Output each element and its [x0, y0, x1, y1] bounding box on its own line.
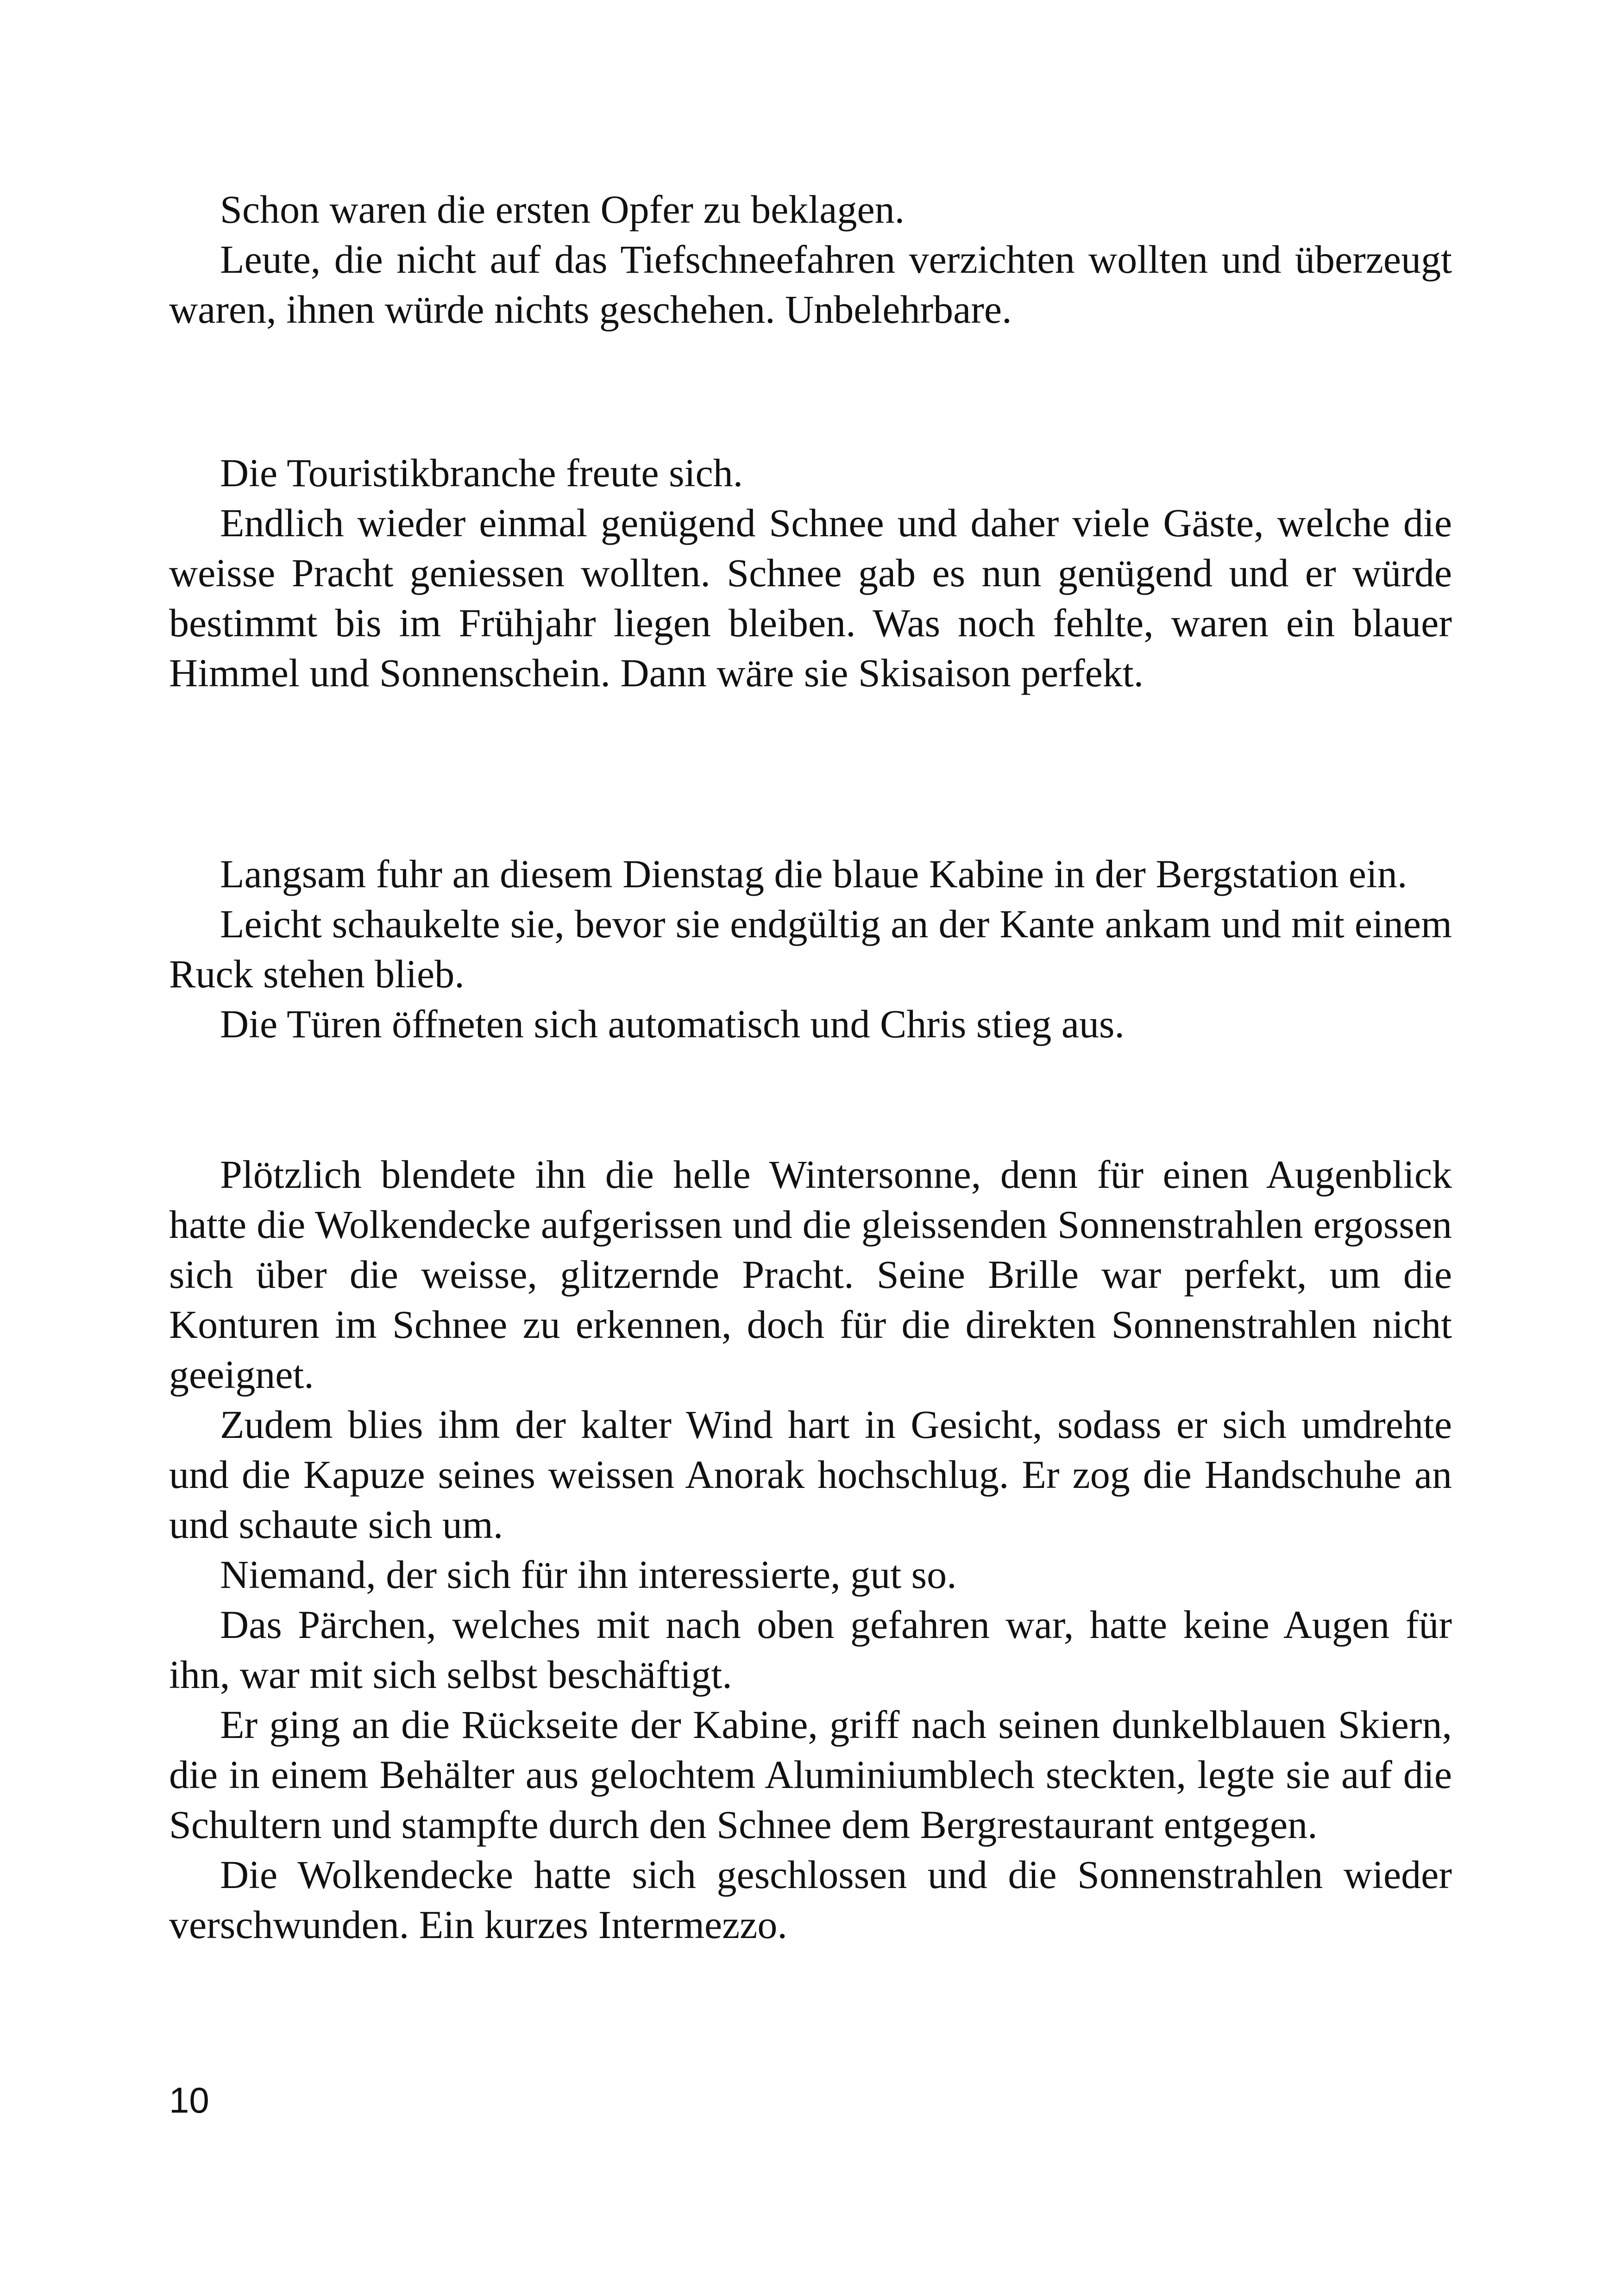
page-number: 10: [169, 2080, 209, 2120]
paragraph: Leute, die nicht auf das Tiefschneefahren verzichten wollten und überzeugt waren, ihnen würde nichts geschehen. Unbelehrbare.: [169, 237, 1452, 332]
text-section-3: [169, 849, 1452, 1049]
text-section-4: [169, 1149, 1452, 1950]
paragraph: Langsam fuhr an diesem Dienstag die blaue Kabine in der Bergstation ein.: [220, 852, 1407, 896]
paragraph: Plötzlich blendete ihn die helle Wintersonne, denn für einen Augenblick hatte die Wolkendecke aufgerissen und die gleissenden Sonnenstrahlen ergossen sich über die weisse, glitzernde Pracht. Seine Brille war perfekt, um die Konturen im Schnee zu erkennen, doch für die direkten Sonnenstrahlen nicht geeignet.: [169, 1152, 1452, 1397]
paragraph: Schon waren die ersten Opfer zu beklagen.: [220, 187, 905, 232]
paragraph: Niemand, der sich für ihn interessierte, gut so.: [220, 1552, 957, 1597]
text-section-2: [169, 448, 1452, 698]
paragraph: Die Türen öffneten sich automatisch und Chris stieg aus.: [220, 1002, 1125, 1046]
text-section-1: [169, 184, 1452, 334]
paragraph: Die Wolkendecke hatte sich geschlossen und die Sonnenstrahlen wieder verschwunden. Ein kurzes Intermezzo.: [169, 1852, 1452, 1947]
paragraph: Zudem blies ihm der kalter Wind hart in Gesicht, sodass er sich umdrehte und die Kapuze seines weissen Anorak hochschlug. Er zog die Handschuhe an und schaute sich um.: [169, 1402, 1452, 1547]
paragraph: Endlich wieder einmal genügend Schnee und daher viele Gäste, welche die weisse Pracht geniessen wollten. Schnee gab es nun genügend und er würde bestimmt bis im Frühjahr liegen bleiben. Was noch fehlte, waren ein blauer Himmel und Sonnenschein. Dann wäre sie Skisaison perfekt.: [169, 501, 1452, 695]
paragraph: Er ging an die Rückseite der Kabine, griff nach seinen dunkelblauen Skiern, die in einem Behälter aus gelochtem Aluminiumblech steckten, legte sie auf die Schultern und stampfte durch den Schnee dem Bergrestaurant entgegen.: [169, 1702, 1452, 1847]
paragraph: Das Pärchen, welches mit nach oben gefahren war, hatte keine Augen für ihn, war mit sich selbst beschäftigt.: [169, 1602, 1452, 1697]
paragraph: Die Touristikbranche freute sich.: [220, 451, 743, 495]
paragraph: Leicht schaukelte sie, bevor sie endgültig an der Kante ankam und mit einem Ruck stehen blieb.: [169, 902, 1452, 996]
